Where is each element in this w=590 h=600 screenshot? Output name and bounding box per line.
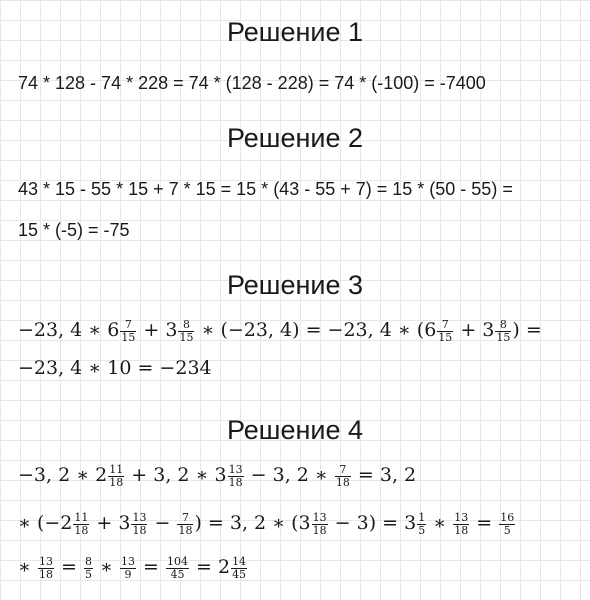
fraction: $\frac{13}{18}$ [312,510,327,537]
math-text: ∗ [427,512,453,534]
solution-1-line-1: 74 * 128 - 74 * 228 = 74 * (128 - 228) = 74 * (-100) = -7400 [18,73,486,93]
fraction: $\frac{7}{15}$ [438,317,453,344]
solution-2-heading: Решение 2 [226,123,364,153]
math-text: + 3 [454,319,495,341]
math-text: ) = [512,319,542,341]
fraction: $\frac{13}{18}$ [38,554,53,581]
fraction: $\frac{14}{45}$ [232,554,247,581]
fraction: $\frac{13}{18}$ [132,510,147,537]
math-text: −3, 2 ∗ 2 [18,464,108,486]
solution-4-heading: Решение 4 [226,415,364,445]
solution-4-line-1 [18,455,416,495]
math-text: = [54,556,83,578]
fraction: $\frac{16}{5}$ [500,510,515,537]
solution-3-line-2: −23, 4 ∗ 10 = −234 [18,357,212,379]
math-text: − 3) = 3 [328,512,417,534]
math-text: ∗ [18,556,37,578]
fraction: $\frac{11}{18}$ [74,510,89,537]
math-text: = [470,512,499,534]
math-text: − 3, 2 ∗ [244,464,334,486]
math-text: ∗ (−2 [18,512,73,534]
fraction: $\frac{7}{18}$ [178,510,193,537]
fraction: $\frac{13}{18}$ [454,510,469,537]
fraction: $\frac{13}{9}$ [120,554,135,581]
fraction: $\frac{104}{45}$ [166,554,188,581]
fraction: $\frac{8}{5}$ [84,554,92,581]
math-text: + 3 [90,512,131,534]
math-text: = 3, 2 [351,464,417,486]
solution-4-line-2 [18,503,516,543]
solution-2-line-1: 43 * 15 - 55 * 15 + 7 * 15 = 15 * (43 - 55 + 7) = 15 * (50 - 55) = [18,179,513,199]
fraction: $\frac{7}{15}$ [121,317,136,344]
fraction: $\frac{11}{18}$ [109,462,124,489]
fraction: $\frac{1}{5}$ [418,510,426,537]
math-text: + 3 [137,319,178,341]
math-text: ∗ [93,556,119,578]
solution-2-line-2: 15 * (-5) = -75 [18,220,130,240]
solution-4-line-3 [18,547,248,587]
fraction: $\frac{8}{15}$ [179,317,194,344]
math-text: = 2 [189,556,231,578]
fraction: $\frac{8}{15}$ [496,317,511,344]
solution-3-line-1 [18,310,542,350]
fraction: $\frac{13}{18}$ [228,462,243,489]
solution-3-heading: Решение 3 [226,270,364,300]
math-text: −23, 4 ∗ 6 [18,319,120,341]
math-text: − [148,512,177,534]
math-text: ) = 3, 2 ∗ (3 [194,512,311,534]
math-text: = [136,556,165,578]
math-text: ∗ (−23, 4) = −23, 4 ∗ (6 [195,319,437,341]
solution-1-heading: Решение 1 [226,17,364,47]
fraction: $\frac{7}{18}$ [335,462,350,489]
math-text: + 3, 2 ∗ 3 [125,464,227,486]
